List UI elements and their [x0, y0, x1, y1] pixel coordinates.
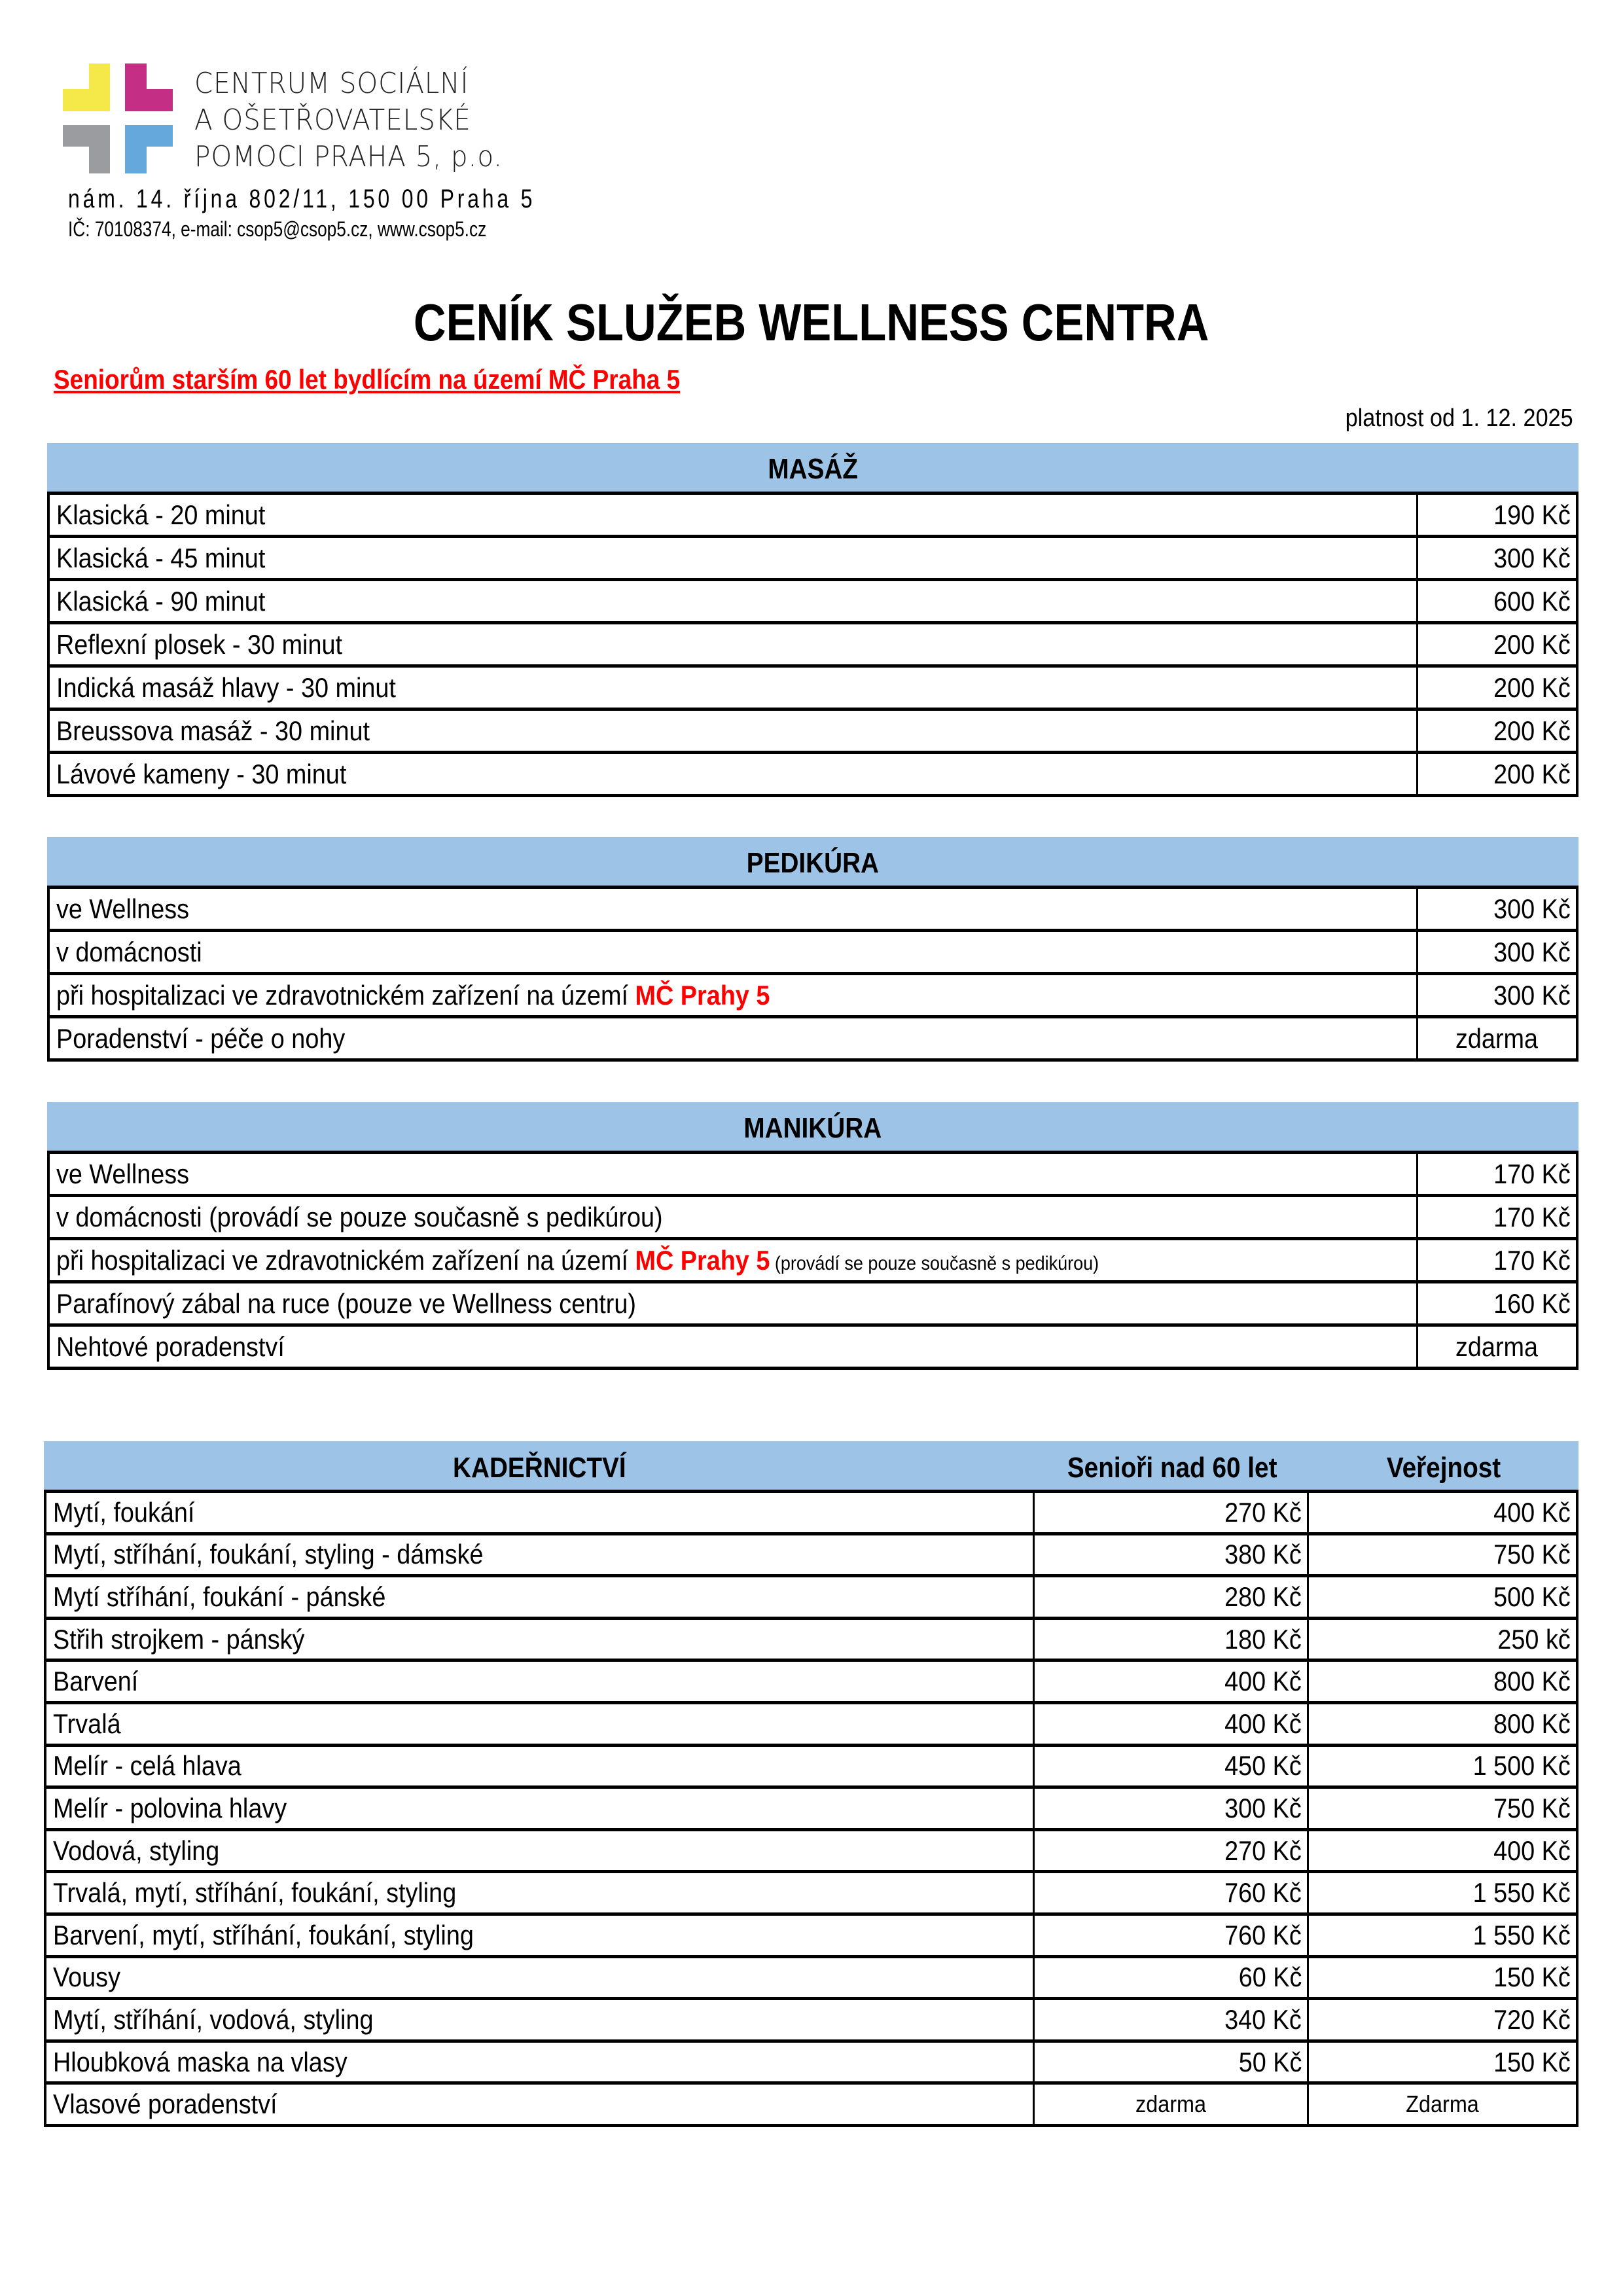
service-name: při hospitalizaci ve zdravotnickém zařízení na území: [56, 1244, 635, 1276]
table-row: [46, 1490, 1576, 1532]
table-row: [50, 535, 1576, 578]
service-price: 170 Kč: [1493, 1244, 1571, 1276]
service-name: Vlasové poradenství: [53, 2089, 277, 2120]
senior-price: 450 Kč: [1224, 1750, 1302, 1782]
service-price: 200 Kč: [1493, 628, 1571, 660]
section-title-kadernictvi: KADEŘNICTVÍ: [453, 1452, 626, 1484]
service-price: 170 Kč: [1493, 1201, 1571, 1232]
service-name: Mytí, stříhání, vodová, styling: [53, 2003, 374, 2035]
service-name: v domácnosti: [56, 936, 202, 967]
table-row: [46, 1912, 1576, 1955]
service-price: 170 Kč: [1493, 1158, 1571, 1189]
senior-price: 270 Kč: [1224, 1496, 1302, 1528]
service-name: v domácnosti (provádí se pouze současně s pedikúrou): [56, 1201, 663, 1232]
public-price: 800 Kč: [1493, 1708, 1571, 1739]
cross-logo-icon: [63, 63, 173, 173]
organization-name: [194, 65, 529, 175]
senior-price: 760 Kč: [1224, 1877, 1302, 1909]
service-name: Střih strojkem - pánský: [53, 1623, 305, 1655]
service-price: zdarma: [1455, 1022, 1539, 1054]
service-name: Vousy: [53, 1962, 120, 1993]
service-price: 160 Kč: [1493, 1287, 1571, 1319]
table-row: [46, 1744, 1576, 1786]
section-title-manikura: MANIKÚRA: [743, 1112, 882, 1144]
table-row: [46, 1785, 1576, 1828]
section-header-manikura: [47, 1102, 1578, 1152]
service-name: Trvalá, mytí, stříhání, foukání, styling: [53, 1877, 457, 1909]
table-row: [50, 972, 1576, 1015]
table-row: [50, 751, 1576, 794]
page-title: [0, 293, 1623, 352]
service-name: Hloubková maska na vlasy: [53, 2046, 348, 2077]
service-price: 300 Kč: [1493, 542, 1571, 573]
section-header-pedikura: [47, 837, 1578, 887]
table-row: [46, 1532, 1576, 1575]
senior-price: 340 Kč: [1224, 2003, 1302, 2035]
service-name: Klasická - 90 minut: [56, 585, 266, 617]
service-price: 200 Kč: [1493, 672, 1571, 703]
table-row: [50, 1151, 1576, 1194]
public-price: 150 Kč: [1493, 1962, 1571, 1993]
service-price: 200 Kč: [1493, 715, 1571, 746]
public-price: Zdarma: [1406, 2090, 1479, 2118]
table-row: [50, 1237, 1576, 1280]
table-row: [50, 1323, 1576, 1367]
public-price: 400 Kč: [1493, 1496, 1571, 1528]
target-group-subtitle: Seniorům starším 60 let bydlícím na území MČ Praha 5: [54, 364, 681, 395]
table-masaz: [47, 492, 1578, 797]
service-price: 600 Kč: [1493, 585, 1571, 617]
page-title-text: CENÍK SLUŽEB WELLNESS CENTRA: [414, 293, 1209, 351]
service-name: Indická masáž hlavy - 30 minut: [56, 672, 396, 703]
service-name: Mytí, foukání: [53, 1496, 195, 1528]
table-row: [46, 1870, 1576, 1912]
service-name: ve Wellness: [56, 893, 190, 924]
senior-price: 760 Kč: [1224, 1919, 1302, 1950]
table-manikura: [47, 1151, 1578, 1370]
table-row: [50, 492, 1576, 535]
column-header-public: Veřejnost: [1387, 1452, 1501, 1484]
senior-price: 280 Kč: [1224, 1581, 1302, 1612]
validity-date: platnost od 1. 12. 2025: [1346, 404, 1573, 432]
senior-price: 50 Kč: [1238, 2046, 1302, 2077]
table-row: [46, 1701, 1576, 1744]
column-header-seniors: Senioři nad 60 let: [1067, 1452, 1277, 1484]
service-name-highlight: MČ Prahy 5: [635, 1244, 770, 1276]
service-name: Poradenství - péče o nohy: [56, 1022, 346, 1054]
table-row: [46, 1828, 1576, 1871]
public-price: 1 500 Kč: [1472, 1750, 1571, 1782]
table-row: [50, 621, 1576, 664]
service-name: Mytí stříhání, foukání - pánské: [53, 1581, 386, 1612]
public-price: 1 550 Kč: [1472, 1877, 1571, 1909]
service-name: Klasická - 45 minut: [56, 542, 266, 573]
senior-price: zdarma: [1135, 2090, 1207, 2118]
service-price: zdarma: [1455, 1331, 1539, 1362]
service-name: Vodová, styling: [53, 1835, 220, 1866]
service-name: Nehtové poradenství: [56, 1331, 285, 1362]
table-row: [50, 578, 1576, 621]
service-price: 300 Kč: [1493, 893, 1571, 924]
section-header-kadernictvi: [44, 1441, 1578, 1491]
service-name: při hospitalizaci ve zdravotnickém zařízení na území: [56, 979, 635, 1011]
table-kadernictvi: [44, 1490, 1578, 2127]
public-price: 400 Kč: [1493, 1835, 1571, 1866]
table-row: [50, 708, 1576, 751]
table-row: [46, 2039, 1576, 2082]
service-name: Melír - celá hlava: [53, 1750, 241, 1782]
service-name: Barvení, mytí, stříhání, foukání, styling: [53, 1919, 474, 1950]
organization-logo: [63, 63, 173, 173]
organization-contact: IČ: 70108374, e-mail: csop5@csop5.cz, www.csop5.cz: [68, 217, 487, 241]
organization-name-line-1: CENTRUM SOCIÁLNÍ: [194, 67, 469, 100]
table-row: [50, 1280, 1576, 1323]
table-row: [50, 664, 1576, 708]
service-price: 300 Kč: [1493, 979, 1571, 1011]
table-row: [50, 886, 1576, 929]
service-name: Klasická - 20 minut: [56, 499, 266, 530]
service-name: Trvalá: [53, 1708, 121, 1739]
public-price: 800 Kč: [1493, 1666, 1571, 1697]
senior-price: 400 Kč: [1224, 1708, 1302, 1739]
public-price: 250 kč: [1497, 1623, 1571, 1655]
service-name-highlight: MČ Prahy 5: [635, 979, 770, 1011]
table-row: [46, 2081, 1576, 2124]
public-price: 500 Kč: [1493, 1581, 1571, 1612]
section-title-pedikura: PEDIKÚRA: [746, 847, 880, 879]
section-title-masaz: MASÁŽ: [768, 453, 858, 485]
section-header-masaz: [47, 443, 1578, 493]
service-name: Breussova masáž - 30 minut: [56, 715, 370, 746]
service-name: Parafínový zábal na ruce (pouze ve Wellness centru): [56, 1287, 636, 1319]
table-row: [50, 929, 1576, 972]
table-row: [50, 1015, 1576, 1058]
service-name: Mytí, stříhání, foukání, styling - dámské: [53, 1539, 484, 1570]
table-pedikura: [47, 886, 1578, 1062]
senior-price: 300 Kč: [1224, 1792, 1302, 1823]
public-price: 1 550 Kč: [1472, 1919, 1571, 1950]
service-name: Barvení: [53, 1666, 139, 1697]
organization-address: nám. 14. října 802/11, 150 00 Praha 5: [68, 185, 536, 213]
organization-name-line-3: POMOCI PRAHA 5, p.o.: [194, 140, 503, 173]
senior-price: 400 Kč: [1224, 1666, 1302, 1697]
senior-price: 380 Kč: [1224, 1539, 1302, 1570]
service-price: 190 Kč: [1493, 499, 1571, 530]
table-row: [46, 1955, 1576, 1998]
service-name: Reflexní plosek - 30 minut: [56, 628, 343, 660]
table-row: [46, 1617, 1576, 1659]
service-price: 300 Kč: [1493, 936, 1571, 967]
service-name: Melír - polovina hlavy: [53, 1792, 287, 1823]
public-price: 750 Kč: [1493, 1792, 1571, 1823]
table-row: [50, 1194, 1576, 1237]
public-price: 720 Kč: [1493, 2003, 1571, 2035]
service-note: (provádí se pouze současně s pedikúrou): [770, 1252, 1099, 1274]
senior-price: 60 Kč: [1238, 1962, 1302, 1993]
senior-price: 180 Kč: [1224, 1623, 1302, 1655]
service-name: ve Wellness: [56, 1158, 190, 1189]
senior-price: 270 Kč: [1224, 1835, 1302, 1866]
table-row: [46, 1997, 1576, 2039]
public-price: 750 Kč: [1493, 1539, 1571, 1570]
organization-name-line-2: A OŠETŘOVATELSKÉ: [194, 103, 471, 137]
service-price: 200 Kč: [1493, 758, 1571, 789]
service-name: Lávové kameny - 30 minut: [56, 758, 347, 789]
table-row: [46, 1574, 1576, 1617]
table-row: [46, 1659, 1576, 1701]
public-price: 150 Kč: [1493, 2046, 1571, 2077]
